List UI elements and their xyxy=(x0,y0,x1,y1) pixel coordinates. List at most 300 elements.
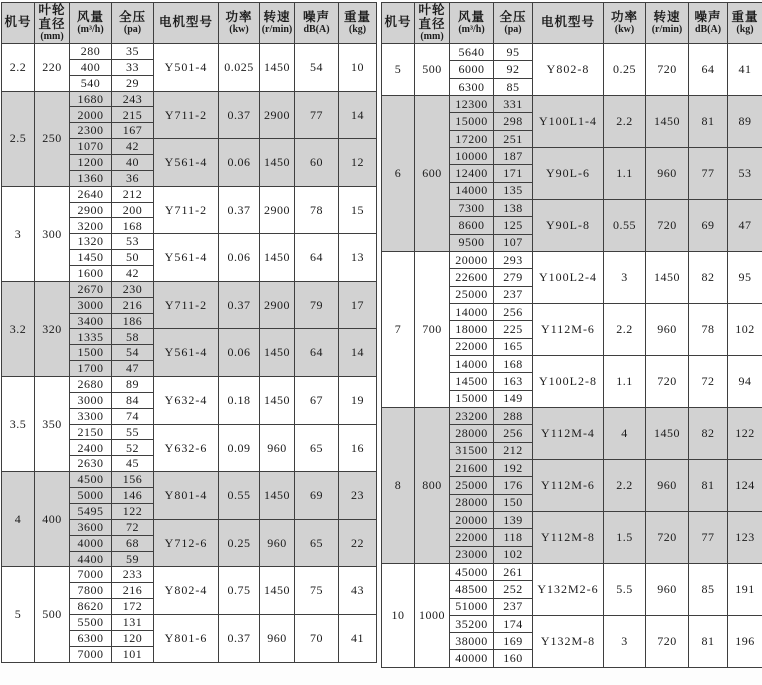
cell-total-pressure: 288 xyxy=(494,407,533,424)
cell-power: 3 xyxy=(604,251,646,303)
cell-air-volume: 2300 xyxy=(70,123,112,139)
table-row xyxy=(2,91,377,107)
cell-motor-model: Y100L1-4 xyxy=(533,95,604,147)
cell-total-pressure: 237 xyxy=(494,286,533,303)
cell-weight: 41 xyxy=(339,614,377,662)
cell-power: 3 xyxy=(604,615,646,667)
cell-motor-model: Y711-2 xyxy=(154,91,219,139)
cell-motor-model: Y100L2-4 xyxy=(533,251,604,303)
cell-weight: 123 xyxy=(728,511,762,563)
table-row xyxy=(2,281,377,297)
table-row xyxy=(382,563,762,580)
cell-motor-model: Y801-6 xyxy=(154,614,219,662)
cell-air-volume: 4400 xyxy=(70,551,112,567)
cell-weight: 53 xyxy=(728,147,762,199)
column-header-text: 全压 xyxy=(499,9,527,24)
cell-air-volume: 6300 xyxy=(450,78,494,95)
column-header-air-volume xyxy=(450,3,494,44)
cell-weight: 10 xyxy=(339,44,377,92)
cell-noise: 67 xyxy=(295,377,339,425)
column-header-impeller-diameter xyxy=(415,3,450,44)
column-header-noise xyxy=(689,3,728,44)
cell-impeller-diameter: 600 xyxy=(415,95,450,251)
cell-power: 0.025 xyxy=(219,44,260,92)
cell-air-volume: 14000 xyxy=(450,303,494,320)
cell-air-volume: 3000 xyxy=(70,392,112,408)
cell-weight: 13 xyxy=(339,234,377,282)
cell-machine-no: 5 xyxy=(382,44,415,96)
cell-speed: 1450 xyxy=(646,407,689,459)
cell-noise: 69 xyxy=(295,472,339,520)
column-header-unit: (kg) xyxy=(348,23,367,35)
cell-noise: 64 xyxy=(689,44,728,96)
cell-air-volume: 1600 xyxy=(70,266,112,282)
column-header-text: 转速 xyxy=(653,9,681,24)
cell-total-pressure: 149 xyxy=(494,390,533,407)
cell-air-volume: 4000 xyxy=(70,535,112,551)
cell-air-volume: 5000 xyxy=(70,488,112,504)
cell-noise: 78 xyxy=(295,186,339,234)
cell-speed: 1450 xyxy=(260,329,295,377)
column-header-total-pressure xyxy=(494,3,533,44)
cell-total-pressure: 165 xyxy=(494,338,533,355)
cell-motor-model: Y112M-8 xyxy=(533,511,604,563)
cell-total-pressure: 243 xyxy=(112,91,154,107)
cell-power: 1.5 xyxy=(604,511,646,563)
cell-weight: 23 xyxy=(339,472,377,520)
cell-air-volume: 540 xyxy=(70,75,112,91)
cell-motor-model: Y711-2 xyxy=(154,186,219,234)
cell-air-volume: 1335 xyxy=(70,329,112,345)
cell-total-pressure: 150 xyxy=(494,494,533,511)
cell-total-pressure: 169 xyxy=(494,633,533,650)
cell-air-volume: 6000 xyxy=(450,61,494,78)
cell-motor-model: Y90L-6 xyxy=(533,147,604,199)
cell-total-pressure: 135 xyxy=(494,182,533,199)
cell-air-volume: 1070 xyxy=(70,139,112,155)
cell-weight: 122 xyxy=(728,407,762,459)
cell-air-volume: 3600 xyxy=(70,519,112,535)
cell-power: 0.25 xyxy=(604,44,646,96)
cell-total-pressure: 256 xyxy=(494,303,533,320)
cell-total-pressure: 293 xyxy=(494,251,533,268)
cell-air-volume: 3000 xyxy=(70,297,112,313)
column-header-unit: dB(A) xyxy=(694,23,722,35)
cell-total-pressure: 251 xyxy=(494,130,533,147)
cell-air-volume: 20000 xyxy=(450,511,494,528)
cell-total-pressure: 118 xyxy=(494,529,533,546)
cell-air-volume: 2150 xyxy=(70,424,112,440)
cell-motor-model: Y711-2 xyxy=(154,281,219,329)
cell-machine-no: 2.5 xyxy=(2,91,35,186)
column-header-power xyxy=(604,3,646,44)
cell-air-volume: 14000 xyxy=(450,182,494,199)
column-header-unit: (mm) xyxy=(40,30,64,42)
cell-noise: 77 xyxy=(295,91,339,139)
cell-speed: 960 xyxy=(646,459,689,511)
cell-weight: 191 xyxy=(728,563,762,615)
cell-total-pressure: 261 xyxy=(494,563,533,580)
cell-total-pressure: 125 xyxy=(494,217,533,234)
column-header-text: 叶轮 xyxy=(418,3,446,17)
cell-total-pressure: 92 xyxy=(494,61,533,78)
cell-impeller-diameter: 220 xyxy=(35,44,70,92)
cell-air-volume: 10000 xyxy=(450,147,494,164)
cell-total-pressure: 55 xyxy=(112,424,154,440)
cell-power: 0.37 xyxy=(219,91,260,139)
cell-motor-model: Y112M-4 xyxy=(533,407,604,459)
cell-total-pressure: 298 xyxy=(494,113,533,130)
cell-air-volume: 2900 xyxy=(70,202,112,218)
cell-total-pressure: 45 xyxy=(112,456,154,472)
cell-power: 0.06 xyxy=(219,329,260,377)
cell-air-volume: 2400 xyxy=(70,440,112,456)
column-header-machine-no xyxy=(2,3,35,44)
cell-noise: 81 xyxy=(689,459,728,511)
cell-noise: 54 xyxy=(295,44,339,92)
cell-motor-model: Y802-4 xyxy=(154,567,219,615)
cell-total-pressure: 68 xyxy=(112,535,154,551)
cell-total-pressure: 50 xyxy=(112,250,154,266)
cell-air-volume: 9500 xyxy=(450,234,494,251)
cell-total-pressure: 89 xyxy=(112,377,154,393)
cell-speed: 960 xyxy=(260,519,295,567)
column-header-total-pressure xyxy=(112,3,154,44)
cell-total-pressure: 74 xyxy=(112,408,154,424)
cell-air-volume: 12400 xyxy=(450,165,494,182)
cell-motor-model: Y501-4 xyxy=(154,44,219,92)
cell-air-volume: 6300 xyxy=(70,630,112,646)
cell-air-volume: 45000 xyxy=(450,563,494,580)
cell-air-volume: 400 xyxy=(70,59,112,75)
cell-total-pressure: 138 xyxy=(494,199,533,216)
cell-air-volume: 22000 xyxy=(450,338,494,355)
table-row xyxy=(2,186,377,202)
cell-total-pressure: 216 xyxy=(112,583,154,599)
cell-total-pressure: 230 xyxy=(112,281,154,297)
cell-air-volume: 1680 xyxy=(70,91,112,107)
cell-power: 4 xyxy=(604,407,646,459)
column-header-power xyxy=(219,3,260,44)
cell-total-pressure: 101 xyxy=(112,646,154,662)
cell-total-pressure: 216 xyxy=(112,297,154,313)
cell-impeller-diameter: 350 xyxy=(35,377,70,472)
cell-speed: 2900 xyxy=(260,281,295,329)
cell-total-pressure: 163 xyxy=(494,373,533,390)
cell-power: 0.25 xyxy=(219,519,260,567)
table-row xyxy=(382,95,762,112)
cell-total-pressure: 256 xyxy=(494,425,533,442)
cell-machine-no: 3 xyxy=(2,186,35,281)
column-header-unit: (mm) xyxy=(420,30,444,42)
cell-power: 0.55 xyxy=(219,472,260,520)
column-header-text: 全压 xyxy=(118,9,146,24)
cell-total-pressure: 59 xyxy=(112,551,154,567)
cell-air-volume: 7000 xyxy=(70,646,112,662)
cell-weight: 16 xyxy=(339,424,377,472)
cell-noise: 81 xyxy=(689,95,728,147)
cell-noise: 72 xyxy=(689,355,728,407)
cell-power: 2.2 xyxy=(604,303,646,355)
header-row xyxy=(2,3,377,44)
cell-air-volume: 1700 xyxy=(70,361,112,377)
cell-weight: 19 xyxy=(339,377,377,425)
cell-noise: 82 xyxy=(689,251,728,303)
cell-air-volume: 48500 xyxy=(450,581,494,598)
cell-impeller-diameter: 300 xyxy=(35,186,70,281)
cell-air-volume: 5495 xyxy=(70,503,112,519)
cell-weight: 196 xyxy=(728,615,762,667)
cell-speed: 960 xyxy=(646,563,689,615)
cell-impeller-diameter: 500 xyxy=(415,44,450,96)
cell-total-pressure: 237 xyxy=(494,598,533,615)
cell-total-pressure: 168 xyxy=(112,218,154,234)
cell-speed: 1450 xyxy=(260,472,295,520)
cell-total-pressure: 52 xyxy=(112,440,154,456)
cell-total-pressure: 233 xyxy=(112,567,154,583)
cell-speed: 2900 xyxy=(260,186,295,234)
cell-total-pressure: 174 xyxy=(494,615,533,632)
cell-air-volume: 3300 xyxy=(70,408,112,424)
column-header-text: 功率 xyxy=(225,9,253,24)
cell-total-pressure: 84 xyxy=(112,392,154,408)
cell-speed: 1450 xyxy=(260,234,295,282)
column-header-text: 电机型号 xyxy=(540,15,595,30)
cell-air-volume: 12300 xyxy=(450,95,494,112)
cell-power: 0.37 xyxy=(219,614,260,662)
cell-total-pressure: 72 xyxy=(112,519,154,535)
cell-machine-no: 8 xyxy=(382,407,415,563)
cell-speed: 1450 xyxy=(260,377,295,425)
column-header-text: 噪声 xyxy=(694,9,722,24)
cell-air-volume: 8600 xyxy=(450,217,494,234)
cell-total-pressure: 252 xyxy=(494,581,533,598)
cell-power: 0.06 xyxy=(219,139,260,187)
cell-weight: 95 xyxy=(728,251,762,303)
cell-weight: 41 xyxy=(728,44,762,96)
cell-total-pressure: 33 xyxy=(112,59,154,75)
cell-power: 0.18 xyxy=(219,377,260,425)
cell-air-volume: 22000 xyxy=(450,529,494,546)
column-header-weight xyxy=(339,3,377,44)
cell-total-pressure: 200 xyxy=(112,202,154,218)
cell-air-volume: 8620 xyxy=(70,599,112,615)
cell-weight: 43 xyxy=(339,567,377,615)
column-header-unit: (kg) xyxy=(736,23,754,35)
table-row xyxy=(382,251,762,268)
column-header-unit: (m³/h) xyxy=(458,23,485,35)
cell-air-volume: 28000 xyxy=(450,425,494,442)
cell-noise: 85 xyxy=(689,563,728,615)
cell-speed: 720 xyxy=(646,355,689,407)
cell-air-volume: 14500 xyxy=(450,373,494,390)
cell-air-volume: 2000 xyxy=(70,107,112,123)
cell-impeller-diameter: 500 xyxy=(35,567,70,663)
cell-total-pressure: 58 xyxy=(112,329,154,345)
column-header-unit: (pa) xyxy=(123,23,142,35)
cell-weight: 22 xyxy=(339,519,377,567)
cell-speed: 1450 xyxy=(646,251,689,303)
cell-total-pressure: 42 xyxy=(112,266,154,282)
column-header-text: 功率 xyxy=(610,9,638,24)
column-header-text: 直径 xyxy=(418,16,446,31)
cell-noise: 69 xyxy=(689,199,728,251)
cell-air-volume: 5640 xyxy=(450,44,494,61)
column-header-unit: (r/min) xyxy=(261,23,293,35)
cell-total-pressure: 131 xyxy=(112,614,154,630)
cell-motor-model: Y561-4 xyxy=(154,329,219,377)
header-row xyxy=(382,3,762,44)
cell-total-pressure: 171 xyxy=(494,165,533,182)
cell-total-pressure: 122 xyxy=(112,503,154,519)
cell-weight: 89 xyxy=(728,95,762,147)
cell-motor-model: Y132M2-6 xyxy=(533,563,604,615)
cell-speed: 720 xyxy=(646,199,689,251)
cell-total-pressure: 187 xyxy=(494,147,533,164)
table-row xyxy=(2,377,377,393)
cell-motor-model: Y712-6 xyxy=(154,519,219,567)
column-header-unit: (kw) xyxy=(614,23,635,35)
cell-machine-no: 4 xyxy=(2,472,35,567)
cell-total-pressure: 146 xyxy=(112,488,154,504)
cell-noise: 64 xyxy=(295,234,339,282)
table-row xyxy=(2,472,377,488)
cell-total-pressure: 172 xyxy=(112,599,154,615)
cell-machine-no: 6 xyxy=(382,95,415,251)
cell-weight: 17 xyxy=(339,281,377,329)
cell-speed: 960 xyxy=(260,614,295,662)
cell-power: 5.5 xyxy=(604,563,646,615)
table-row xyxy=(382,407,762,424)
column-header-text: 机号 xyxy=(384,15,412,30)
cell-power: 2.2 xyxy=(604,459,646,511)
cell-weight: 94 xyxy=(728,355,762,407)
cell-air-volume: 280 xyxy=(70,44,112,60)
cell-total-pressure: 42 xyxy=(112,139,154,155)
cell-machine-no: 10 xyxy=(382,563,415,667)
cell-motor-model: Y632-4 xyxy=(154,377,219,425)
cell-total-pressure: 225 xyxy=(494,321,533,338)
cell-noise: 60 xyxy=(295,139,339,187)
column-header-text: 直径 xyxy=(38,16,66,31)
cell-power: 0.55 xyxy=(604,199,646,251)
cell-total-pressure: 192 xyxy=(494,459,533,476)
cell-total-pressure: 36 xyxy=(112,170,154,186)
cell-air-volume: 14000 xyxy=(450,355,494,372)
table-row xyxy=(2,567,377,583)
cell-motor-model: Y802-8 xyxy=(533,44,604,96)
cell-noise: 82 xyxy=(689,407,728,459)
column-header-text: 风量 xyxy=(457,9,485,24)
table-row xyxy=(382,44,762,61)
column-header-text: 叶轮 xyxy=(38,3,66,17)
cell-total-pressure: 212 xyxy=(494,442,533,459)
cell-air-volume: 38000 xyxy=(450,633,494,650)
cell-air-volume: 21600 xyxy=(450,459,494,476)
column-header-weight xyxy=(728,3,762,44)
column-header-unit: (kw) xyxy=(229,23,249,35)
cell-weight: 124 xyxy=(728,459,762,511)
cell-air-volume: 1320 xyxy=(70,234,112,250)
cell-machine-no: 3.5 xyxy=(2,377,35,472)
table-row xyxy=(2,44,377,60)
cell-total-pressure: 120 xyxy=(112,630,154,646)
column-header-text: 电机型号 xyxy=(158,15,213,30)
cell-air-volume: 18000 xyxy=(450,321,494,338)
cell-air-volume: 35200 xyxy=(450,615,494,632)
cell-total-pressure: 168 xyxy=(494,355,533,372)
cell-total-pressure: 107 xyxy=(494,234,533,251)
cell-air-volume: 23200 xyxy=(450,407,494,424)
column-header-unit: (m³/h) xyxy=(77,23,104,35)
column-header-text: 噪声 xyxy=(302,9,330,24)
cell-weight: 15 xyxy=(339,186,377,234)
cell-machine-no: 5 xyxy=(2,567,35,663)
cell-air-volume: 2680 xyxy=(70,377,112,393)
column-header-text: 风量 xyxy=(76,9,104,24)
cell-total-pressure: 35 xyxy=(112,44,154,60)
cell-power: 0.37 xyxy=(219,186,260,234)
cell-air-volume: 7000 xyxy=(70,567,112,583)
column-header-unit: (pa) xyxy=(504,23,522,35)
cell-total-pressure: 29 xyxy=(112,75,154,91)
cell-speed: 960 xyxy=(260,424,295,472)
column-header-air-volume xyxy=(70,3,112,44)
cell-weight: 47 xyxy=(728,199,762,251)
cell-air-volume: 7300 xyxy=(450,199,494,216)
cell-speed: 720 xyxy=(646,615,689,667)
cell-speed: 960 xyxy=(646,147,689,199)
cell-speed: 1450 xyxy=(260,139,295,187)
column-header-unit: dB(A) xyxy=(303,23,330,35)
cell-air-volume: 15000 xyxy=(450,113,494,130)
cell-motor-model: Y561-4 xyxy=(154,234,219,282)
cell-power: 0.09 xyxy=(219,424,260,472)
cell-impeller-diameter: 250 xyxy=(35,91,70,186)
cell-noise: 78 xyxy=(689,303,728,355)
cell-total-pressure: 279 xyxy=(494,269,533,286)
column-header-text: 重量 xyxy=(343,9,371,24)
spec-table-left xyxy=(1,2,377,663)
cell-air-volume: 3200 xyxy=(70,218,112,234)
cell-total-pressure: 186 xyxy=(112,313,154,329)
column-header-text: 重量 xyxy=(731,9,759,24)
column-header-impeller-diameter xyxy=(35,3,70,44)
cell-total-pressure: 156 xyxy=(112,472,154,488)
cell-total-pressure: 102 xyxy=(494,546,533,563)
cell-motor-model: Y90L-8 xyxy=(533,199,604,251)
column-header-text: 机号 xyxy=(4,15,32,30)
cell-air-volume: 23000 xyxy=(450,546,494,563)
cell-motor-model: Y100L2-8 xyxy=(533,355,604,407)
cell-noise: 79 xyxy=(295,281,339,329)
cell-noise: 75 xyxy=(295,567,339,615)
cell-power: 2.2 xyxy=(604,95,646,147)
cell-noise: 77 xyxy=(689,147,728,199)
cell-total-pressure: 160 xyxy=(494,650,533,668)
cell-air-volume: 7800 xyxy=(70,583,112,599)
cell-weight: 14 xyxy=(339,329,377,377)
cell-weight: 12 xyxy=(339,139,377,187)
cell-machine-no: 3.2 xyxy=(2,281,35,376)
cell-noise: 64 xyxy=(295,329,339,377)
cell-total-pressure: 85 xyxy=(494,78,533,95)
cell-total-pressure: 139 xyxy=(494,511,533,528)
cell-speed: 960 xyxy=(646,303,689,355)
cell-air-volume: 40000 xyxy=(450,650,494,668)
cell-total-pressure: 331 xyxy=(494,95,533,112)
cell-total-pressure: 40 xyxy=(112,155,154,171)
